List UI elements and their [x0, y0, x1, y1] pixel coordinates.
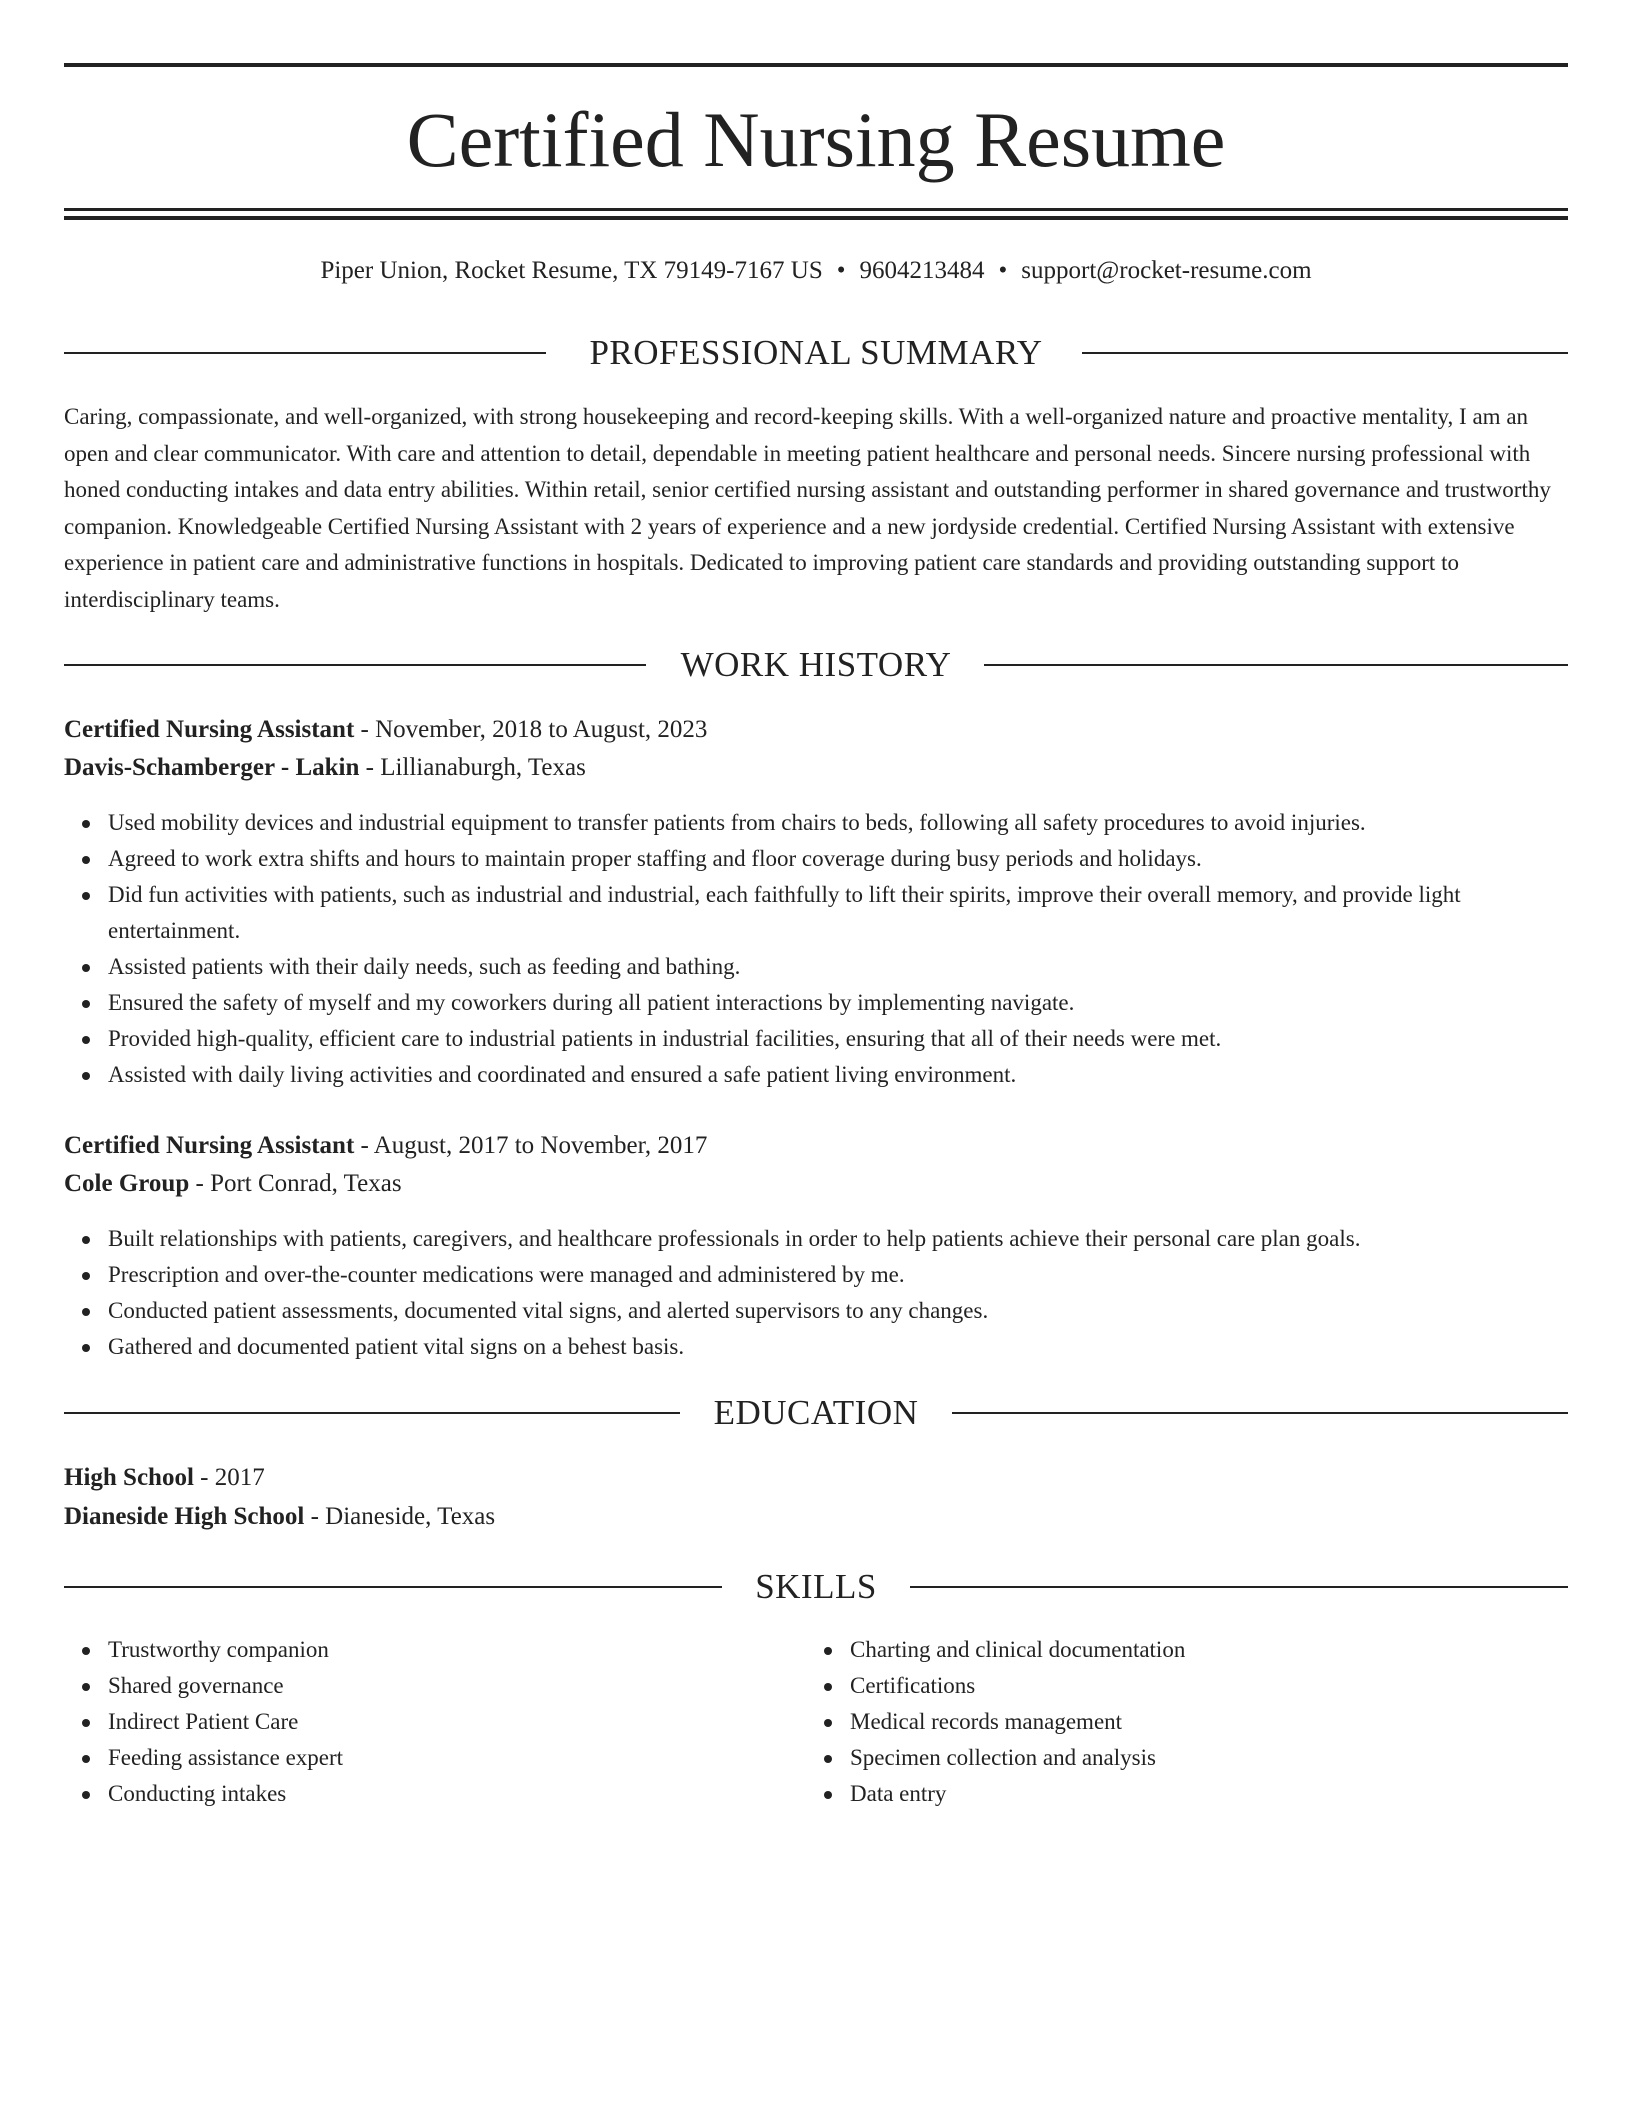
section-title: PROFESSIONAL SUMMARY [64, 330, 1568, 376]
list-item: Medical records management [850, 1704, 1506, 1740]
summary-paragraph: Caring, compassionate, and well-organized, with strong housekeeping and record-keeping skills. With a well-organized nature and proactive mentality, I am an open and clear communicator. With care and attention to detail, dependable in meeting patient healthcare and personal needs. Sincere nursing professional with honed conducting intakes and data entry abilities. Within retail, senior certified nursing assistant and outstanding performer in shared governance and trustworthy companion. Knowledgeable Certified Nursing Assistant with 2 years of experience and a new jordyside credential. Certified Nursing Assistant with extensive experience in patient care and administrative functions in hospitals. Dedicated to improving patient care standards and providing outstanding support to interdisciplinary teams. [64, 404, 1551, 612]
school-name: Dianeside High School [64, 1503, 305, 1530]
job-dates: - August, 2017 to November, 2017 [354, 1132, 708, 1159]
skills-list-right [806, 1632, 1506, 1812]
list-item: Prescription and over-the-counter medications were managed and administered by me. [108, 1257, 1568, 1293]
list-item: Did fun activities with patients, such as industrial and industrial, each faithfully to lift their spirits, improve their overall memory, and provide light entertainment. [108, 877, 1568, 949]
employer-name: Davis-Schamberger - Lakin [64, 754, 360, 781]
skills-list-left [64, 1632, 764, 1812]
list-item: Charting and clinical documentation [850, 1632, 1506, 1668]
contact-email: support@rocket-resume.com [1021, 257, 1312, 284]
list-item: Feeding assistance expert [108, 1740, 764, 1776]
section-title: EDUCATION [64, 1390, 1568, 1436]
job-dates: - November, 2018 to August, 2023 [354, 716, 708, 743]
list-item: Assisted with daily living activities and coordinated and ensured a safe patient living environment. [108, 1057, 1568, 1093]
job-title: Certified Nursing Assistant [64, 716, 355, 743]
section-heading-summary [64, 330, 1568, 376]
contact-line [64, 254, 1568, 288]
employer-name: Cole Group [64, 1170, 190, 1197]
title-double-rule [64, 208, 1568, 220]
job-title-line [64, 1128, 707, 1164]
contact-separator: • [998, 257, 1008, 284]
list-item: Conducted patient assessments, documented vital signs, and alerted supervisors to any changes. [108, 1293, 1568, 1329]
job-title: Certified Nursing Assistant [64, 1132, 355, 1159]
education-school-line [64, 1499, 495, 1535]
section-heading-work-history [64, 642, 1568, 688]
page-title: Certified Nursing Resume [406, 96, 1226, 183]
top-rule [64, 63, 1568, 67]
list-item: Trustworthy companion [108, 1632, 764, 1668]
list-item: Built relationships with patients, caregivers, and healthcare professionals in order to help patients achieve their personal care plan goals. [108, 1221, 1568, 1257]
contact-separator: • [836, 257, 846, 284]
list-item: Conducting intakes [108, 1776, 764, 1812]
list-item: Specimen collection and analysis [850, 1740, 1506, 1776]
job-employer-line [64, 750, 586, 786]
contact-phone: 9604213484 [859, 257, 985, 284]
list-item: Certifications [850, 1668, 1506, 1704]
list-item: Indirect Patient Care [108, 1704, 764, 1740]
section-title: SKILLS [64, 1564, 1568, 1610]
school-location: - Dianeside, Texas [304, 1503, 496, 1530]
graduation-year: - 2017 [193, 1464, 265, 1491]
job-duties-list [64, 1221, 1568, 1365]
list-item: Agreed to work extra shifts and hours to maintain proper staffing and floor coverage during busy periods and holidays. [108, 841, 1568, 877]
contact-address: Piper Union, Rocket Resume, TX 79149-7167 US [320, 257, 823, 284]
section-heading-skills [64, 1564, 1568, 1610]
job-title-line [64, 712, 707, 748]
section-heading-education [64, 1390, 1568, 1436]
list-item: Ensured the safety of myself and my coworkers during all patient interactions by implementing navigate. [108, 985, 1568, 1021]
job-employer-line [64, 1166, 402, 1202]
list-item: Assisted patients with their daily needs, such as feeding and bathing. [108, 949, 1568, 985]
list-item: Provided high-quality, efficient care to industrial patients in industrial facilities, ensuring that all of their needs were met. [108, 1021, 1568, 1057]
education-degree-line [64, 1460, 265, 1496]
list-item: Data entry [850, 1776, 1506, 1812]
section-title: WORK HISTORY [64, 642, 1568, 688]
list-item: Gathered and documented patient vital signs on a behest basis. [108, 1329, 1568, 1365]
job-duties-list [64, 805, 1568, 1093]
degree-name: High School [64, 1464, 194, 1491]
list-item: Shared governance [108, 1668, 764, 1704]
employer-location: - Lillianaburgh, Texas [359, 754, 586, 781]
list-item: Used mobility devices and industrial equipment to transfer patients from chairs to beds, following all safety procedures to avoid injuries. [108, 805, 1568, 841]
employer-location: - Port Conrad, Texas [189, 1170, 402, 1197]
